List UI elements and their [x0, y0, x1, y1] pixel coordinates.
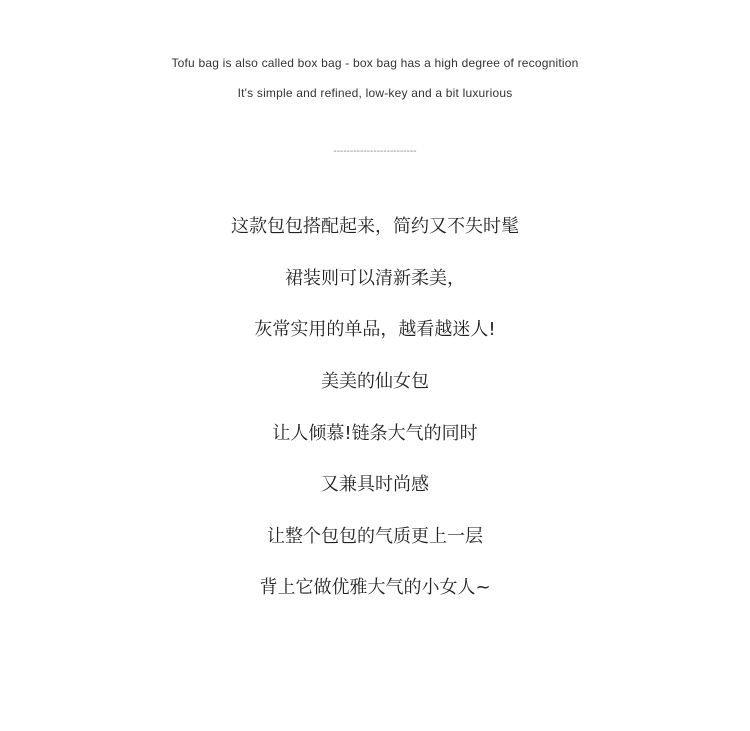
description-line: 让整个包包的气质更上一层 — [267, 526, 483, 547]
description-line: 又兼具时尚感 — [321, 474, 429, 495]
description-line: 背上它做优雅大气的小女人~ — [259, 577, 491, 598]
intro-line-2: It's simple and refined, low-key and a bit luxurious — [237, 86, 513, 100]
dashed-divider: ------------------------- — [333, 146, 417, 157]
description-line: 让人倾慕!链条大气的同时 — [272, 423, 478, 444]
description-line: 裙装则可以清新柔美， — [285, 268, 465, 289]
description-line: 灰常实用的单品，越看越迷人! — [254, 319, 496, 340]
description-line: 这款包包搭配起来，简约又不失时髦 — [231, 216, 519, 237]
description-line: 美美的仙女包 — [321, 371, 429, 392]
intro-line-1: Tofu bag is also called box bag - box bag has a high degree of recognition — [171, 56, 579, 70]
